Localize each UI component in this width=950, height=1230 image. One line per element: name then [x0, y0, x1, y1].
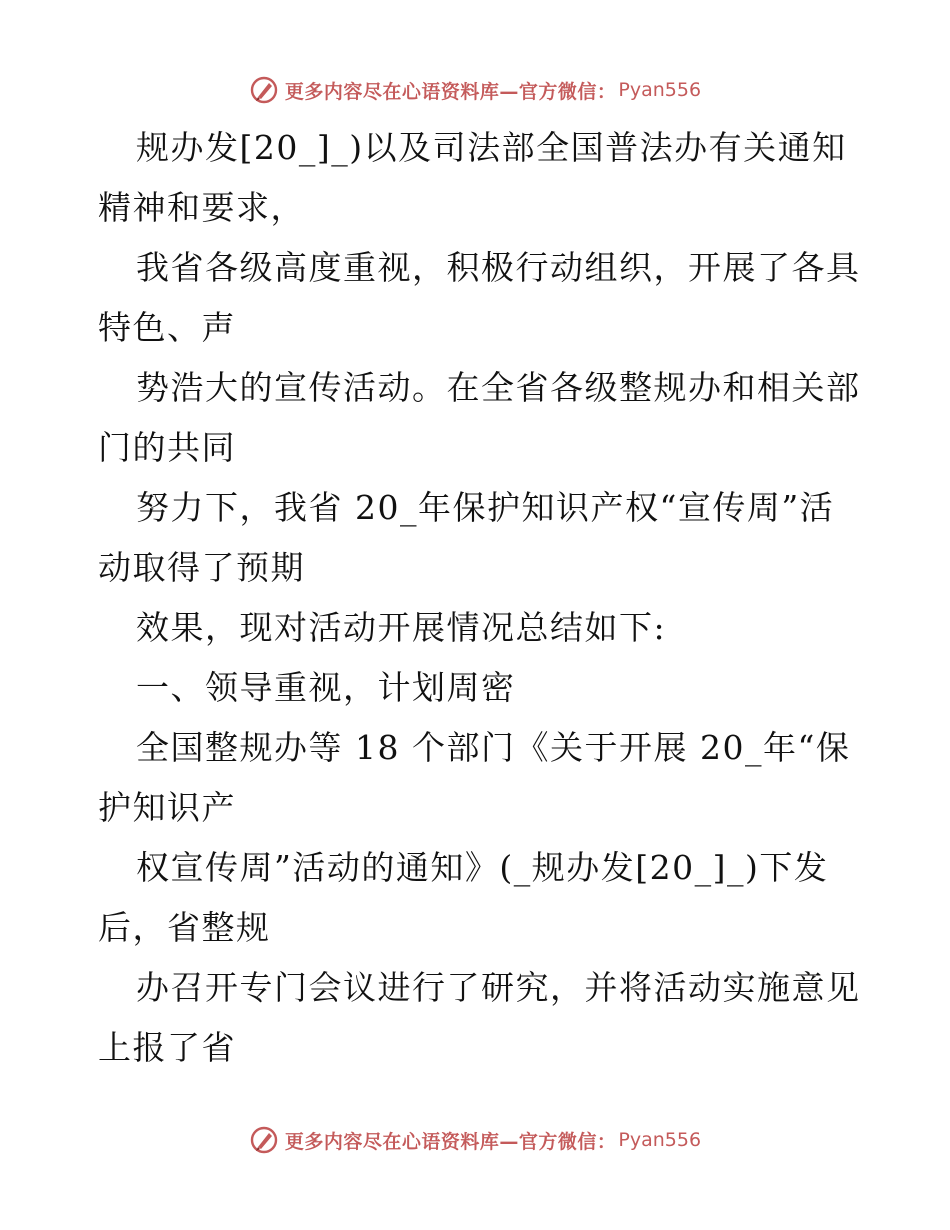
text-line: 权宣传周”活动的通知》(_规办发[20_]_)下发 — [136, 848, 829, 887]
quill-logo-icon — [249, 75, 279, 105]
header-watermark — [0, 70, 950, 110]
watermark-account: Pyan556 — [618, 79, 702, 101]
text-line: 动取得了预期 — [98, 548, 305, 587]
quill-logo-icon — [249, 1125, 279, 1155]
text-line: 规办发[20_]_)以及司法部全国普法办有关通知 — [136, 128, 847, 167]
text-line: 精神和要求， — [98, 188, 305, 227]
text-line: 效果，现对活动开展情况总结如下: — [136, 608, 667, 647]
text-line: 上报了省 — [98, 1028, 236, 1067]
text-line: 门的共同 — [98, 428, 236, 467]
text-line: 特色、声 — [98, 308, 236, 347]
watermark-text: 更多内容尽在心语资料库—官方微信： — [284, 80, 617, 103]
text-line: 护知识产 — [98, 788, 236, 827]
text-line: 后，省整规 — [98, 908, 271, 947]
text-line: 一、领导重视，计划周密 — [136, 668, 516, 707]
footer-watermark — [0, 1120, 950, 1160]
text-line: 我省各级高度重视，积极行动组织，开展了各具 — [136, 248, 861, 287]
text-line: 办召开专门会议进行了研究，并将活动实施意见 — [136, 968, 861, 1007]
text-line: 势浩大的宣传活动。在全省各级整规办和相关部 — [136, 368, 861, 407]
watermark-account: Pyan556 — [618, 1129, 702, 1151]
watermark-text: 更多内容尽在心语资料库—官方微信： — [284, 1130, 617, 1153]
text-line: 全国整规办等 18 个部门《关于开展 20_年“保 — [136, 728, 851, 767]
document-body — [98, 118, 861, 1078]
text-line: 努力下，我省 20_年保护知识产权“宣传周”活 — [136, 488, 835, 527]
